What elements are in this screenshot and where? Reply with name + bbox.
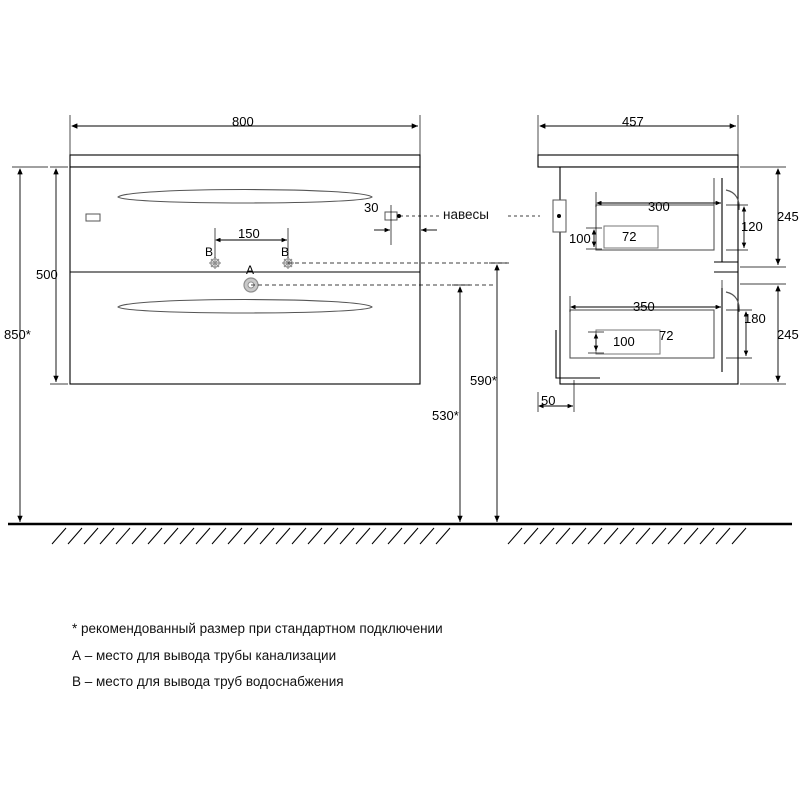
- edge-offset-dimension: 30: [364, 200, 379, 215]
- upper-total-height-dimension: 245: [777, 209, 799, 224]
- lower-drawer-height-dimension: 72: [659, 328, 674, 343]
- upper-front-height-dimension: 120: [741, 219, 763, 234]
- lower-total-height-dimension: 245: [777, 327, 799, 342]
- upper-drawer-width-dimension: 300: [648, 199, 670, 214]
- upper-inner-depth-dimension: 100: [569, 231, 591, 246]
- lower-front-height-dimension: 180: [744, 311, 766, 326]
- marker-b-right-label: B: [281, 245, 290, 259]
- upper-drawer-height-dimension: 72: [622, 229, 637, 244]
- front-width-dimension: 800: [232, 114, 254, 129]
- legend-line-2: А – место для вывода трубы канализации: [72, 648, 337, 663]
- foot-offset-dimension: 50: [541, 393, 556, 408]
- floor-group: [8, 524, 792, 544]
- hangers-callout: навесы: [443, 207, 489, 222]
- lower-inner-depth-dimension: 100: [613, 334, 635, 349]
- supply-offset-dimension: 530*: [432, 408, 459, 423]
- supply-span-dimension: 150: [238, 226, 260, 241]
- side-view-group: [538, 115, 786, 412]
- front-height-dimension: 500: [36, 267, 58, 282]
- lower-drawer-width-dimension: 350: [633, 299, 655, 314]
- marker-b-left-label: B: [205, 245, 214, 259]
- marker-a-label: A: [246, 263, 255, 277]
- side-depth-dimension: 457: [622, 114, 644, 129]
- front-view-group: [12, 115, 540, 524]
- legend-line-3: В – место для вывода труб водоснабжения: [72, 674, 344, 689]
- legend-line-1: * рекомендованный размер при стандартном подключении: [72, 621, 443, 636]
- drain-offset-dimension: 590*: [470, 373, 497, 388]
- front-total-height-dimension: 850*: [4, 327, 31, 342]
